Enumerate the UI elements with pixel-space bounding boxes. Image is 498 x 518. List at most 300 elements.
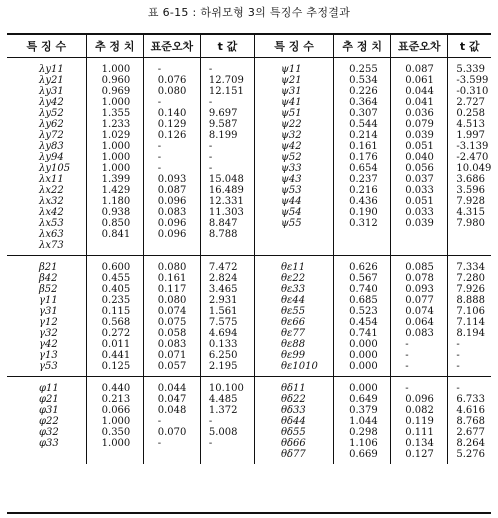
cell-parameter-left: φ11 <box>7 377 86 395</box>
cell-parameter-left: γ31 <box>7 306 86 317</box>
cell-t-value-right: 7.928 <box>456 196 485 207</box>
cell-std-error-left: 0.096 <box>143 196 200 207</box>
cell-std-error-right: 0.033 <box>391 185 448 196</box>
cell-parameter-right: ψ31 <box>254 86 333 97</box>
cell-estimate-left: 0.125 <box>86 361 143 377</box>
estimates-table-frame <box>7 33 491 514</box>
table-row <box>7 58 491 76</box>
cell-std-error-right: 0.051 <box>391 141 448 152</box>
header-estimate-right: 추 정 치 <box>334 35 391 58</box>
cell-parameter-left: λx53 <box>7 218 86 229</box>
cell-estimate-right: 0.669 <box>334 449 391 464</box>
cell-t-value-right: 10.049 <box>456 163 492 174</box>
table-row <box>7 273 491 284</box>
cell-t-value-right: -2.470 <box>456 152 489 163</box>
cell-t-value-left: 15.048 <box>200 174 254 185</box>
cell-estimate-left: 0.066 <box>86 405 143 416</box>
cell-parameter-left: λy11 <box>7 58 86 76</box>
table-row <box>7 339 491 350</box>
cell-t-value-left: 4.485 <box>200 394 254 405</box>
cell-parameter-left: φ22 <box>7 416 86 427</box>
cell-parameter-right: θε33 <box>254 284 333 295</box>
cell-parameter-left: γ42 <box>7 339 86 350</box>
cell-parameter-right: ψ32 <box>254 130 333 141</box>
table-row <box>7 295 491 306</box>
cell-parameter-right: ψ54 <box>254 207 333 218</box>
cell-estimate-right: 0.523 <box>334 306 391 317</box>
cell-estimate-left: 1.000 <box>86 58 143 76</box>
cell-std-error-left: 0.096 <box>143 229 200 240</box>
cell-std-error-right: 0.078 <box>391 273 448 284</box>
cell-parameter-right <box>254 229 333 240</box>
cell-std-error-right: 0.039 <box>391 218 448 229</box>
cell-estimate-right <box>334 229 391 240</box>
cell-t-value-right: -0.310 <box>456 86 489 97</box>
cell-parameter-right: θδ33 <box>254 405 333 416</box>
cell-t-value-left: - <box>200 152 254 163</box>
cell-estimate-left: 1.399 <box>86 174 143 185</box>
cell-parameter-right: θδ44 <box>254 416 333 427</box>
cell-std-error-left: 0.129 <box>143 119 200 130</box>
cell-t-value-right: 1.997 <box>456 130 485 141</box>
table-row <box>7 306 491 317</box>
header-std-error-left: 표준오차 <box>143 35 200 58</box>
cell-estimate-right: 0.685 <box>334 295 391 306</box>
cell-parameter-left <box>7 449 86 464</box>
cell-t-value-left: 9.697 <box>200 108 254 119</box>
cell-std-error-left: 0.048 <box>143 405 200 416</box>
table-row <box>7 185 491 196</box>
cell-t-value-right <box>448 240 491 256</box>
cell-t-value-right: - <box>456 350 460 361</box>
row-group-3 <box>7 377 491 465</box>
cell-parameter-right: θε22 <box>254 273 333 284</box>
cell-std-error-left: - <box>143 438 200 449</box>
cell-parameter-right: θε44 <box>254 295 333 306</box>
cell-parameter-right: ψ52 <box>254 152 333 163</box>
cell-std-error-right: 0.082 <box>391 405 448 416</box>
cell-estimate-left: 0.455 <box>86 273 143 284</box>
cell-t-value-left: 11.303 <box>200 207 254 218</box>
cell-estimate-right: 0.307 <box>334 108 391 119</box>
cell-std-error-right: 0.085 <box>391 256 448 274</box>
cell-parameter-right: θε88 <box>254 339 333 350</box>
cell-std-error-left: 0.161 <box>143 273 200 284</box>
cell-estimate-left: 0.938 <box>86 207 143 218</box>
cell-parameter-left: γ32 <box>7 328 86 339</box>
cell-std-error-left: 0.080 <box>143 256 200 274</box>
header-estimate-left: 추 정 치 <box>86 35 143 58</box>
cell-t-value-right: - <box>456 361 460 372</box>
table-row <box>7 377 491 395</box>
table-row <box>7 394 491 405</box>
table-row <box>7 108 491 119</box>
cell-parameter-right: θε99 <box>254 350 333 361</box>
cell-std-error-right: 0.079 <box>391 119 448 130</box>
cell-std-error-right: 0.041 <box>391 97 448 108</box>
cell-parameter-left: λy62 <box>7 119 86 130</box>
cell-parameter-right: θε55 <box>254 306 333 317</box>
cell-t-value-right: 2.727 <box>456 97 485 108</box>
cell-estimate-left: 1.429 <box>86 185 143 196</box>
cell-std-error-left: - <box>143 141 200 152</box>
cell-t-value-left: 2.195 <box>200 361 254 377</box>
cell-t-value-right: 8.264 <box>456 438 485 449</box>
cell-estimate-left: 1.180 <box>86 196 143 207</box>
cell-parameter-left: β52 <box>7 284 86 295</box>
cell-parameter-left: λx42 <box>7 207 86 218</box>
table-row <box>7 240 491 256</box>
row-group-2 <box>7 256 491 377</box>
cell-parameter-left: λy42 <box>7 97 86 108</box>
cell-t-value-right: 7.926 <box>456 284 485 295</box>
table-row <box>7 449 491 464</box>
cell-parameter-right: ψ55 <box>254 218 333 229</box>
cell-estimate-right: 0.255 <box>334 58 391 76</box>
cell-parameter-right: ψ33 <box>254 163 333 174</box>
cell-t-value-left: 5.008 <box>200 427 254 438</box>
cell-estimate-left: 1.000 <box>86 141 143 152</box>
cell-std-error-left: 0.096 <box>143 218 200 229</box>
table-row <box>7 317 491 328</box>
cell-t-value-left: 2.931 <box>200 295 254 306</box>
cell-t-value-right: 8.888 <box>456 295 485 306</box>
table-row <box>7 75 491 86</box>
table-caption: 표 6-15 : 하위모형 3의 특징수 추정결과 <box>147 6 351 19</box>
cell-parameter-left: γ12 <box>7 317 86 328</box>
cell-std-error-right: 0.051 <box>391 196 448 207</box>
cell-parameter-right <box>254 240 333 256</box>
cell-estimate-right: 0.226 <box>334 86 391 97</box>
table-row <box>7 174 491 185</box>
cell-estimate-left: 0.115 <box>86 306 143 317</box>
cell-t-value-left: - <box>200 97 254 108</box>
cell-estimate-right: 0.216 <box>334 185 391 196</box>
table-row <box>7 361 491 377</box>
cell-t-value-left: 0.133 <box>200 339 254 350</box>
cell-std-error-left: - <box>143 163 200 174</box>
cell-parameter-left: λy52 <box>7 108 86 119</box>
cell-std-error-left: 0.076 <box>143 75 200 86</box>
cell-estimate-right: 0.298 <box>334 427 391 438</box>
cell-estimate-right: 0.000 <box>334 361 391 377</box>
cell-t-value-right: 8.768 <box>456 416 485 427</box>
cell-t-value-left: 1.372 <box>200 405 254 416</box>
cell-estimate-left: 0.600 <box>86 256 143 274</box>
cell-parameter-left: λx73 <box>7 240 86 256</box>
cell-estimate-right: 0.214 <box>334 130 391 141</box>
cell-estimate-right: 0.000 <box>334 339 391 350</box>
cell-parameter-right: θε1010 <box>254 361 333 377</box>
table-row <box>7 284 491 295</box>
cell-t-value-left: 2.824 <box>200 273 254 284</box>
cell-parameter-left: φ33 <box>7 438 86 449</box>
cell-std-error-left: 0.083 <box>143 339 200 350</box>
cell-std-error-right: 0.077 <box>391 295 448 306</box>
cell-std-error-left: 0.087 <box>143 185 200 196</box>
cell-std-error-right: 0.074 <box>391 306 448 317</box>
cell-std-error-right: 0.044 <box>391 86 448 97</box>
table-row <box>7 328 491 339</box>
table-row <box>7 438 491 449</box>
cell-std-error-right: - <box>391 350 448 361</box>
cell-std-error-left: 0.075 <box>143 317 200 328</box>
cell-t-value-right: 6.733 <box>456 394 485 405</box>
cell-parameter-right: θδ22 <box>254 394 333 405</box>
cell-t-value-right: 7.114 <box>456 317 485 328</box>
table-row <box>7 97 491 108</box>
cell-parameter-right: θε77 <box>254 328 333 339</box>
cell-estimate-left: 1.000 <box>86 163 143 174</box>
cell-estimate-left: 1.000 <box>86 438 143 449</box>
cell-estimate-left: 1.000 <box>86 97 143 108</box>
cell-estimate-left: 0.841 <box>86 229 143 240</box>
cell-parameter-left: λx22 <box>7 185 86 196</box>
table-row <box>7 405 491 416</box>
cell-std-error-right: 0.096 <box>391 394 448 405</box>
cell-t-value-right: 3.686 <box>456 174 485 185</box>
cell-t-value-left: 8.199 <box>200 130 254 141</box>
cell-parameter-left: λy94 <box>7 152 86 163</box>
cell-estimate-right: 0.000 <box>334 350 391 361</box>
cell-t-value-right: 7.106 <box>456 306 485 317</box>
cell-std-error-right: 0.127 <box>391 449 448 464</box>
table-row <box>7 350 491 361</box>
cell-t-value-left: 4.694 <box>200 328 254 339</box>
cell-std-error-left: 0.083 <box>143 207 200 218</box>
cell-estimate-left: 0.568 <box>86 317 143 328</box>
cell-parameter-right: θδ77 <box>254 449 333 464</box>
cell-estimate-right <box>334 240 391 256</box>
cell-estimate-left: 0.969 <box>86 86 143 97</box>
cell-std-error-right: 0.134 <box>391 438 448 449</box>
cell-estimate-left: 0.272 <box>86 328 143 339</box>
cell-estimate-right: 0.626 <box>334 256 391 274</box>
cell-std-error-right: - <box>391 377 448 395</box>
cell-t-value-left: 12.331 <box>200 196 254 207</box>
cell-std-error-right: 0.064 <box>391 317 448 328</box>
cell-parameter-left: λy83 <box>7 141 86 152</box>
cell-parameter-right: ψ21 <box>254 75 333 86</box>
cell-estimate-right: 0.649 <box>334 394 391 405</box>
cell-estimate-left: 0.405 <box>86 284 143 295</box>
cell-estimate-left: 0.441 <box>86 350 143 361</box>
cell-std-error-left: 0.126 <box>143 130 200 141</box>
cell-std-error-right: 0.119 <box>391 416 448 427</box>
cell-estimate-left: 0.011 <box>86 339 143 350</box>
cell-std-error-right: 0.087 <box>391 58 448 76</box>
cell-std-error-left: 0.047 <box>143 394 200 405</box>
cell-parameter-right: ψ43 <box>254 174 333 185</box>
cell-parameter-right: ψ41 <box>254 97 333 108</box>
cell-std-error-left: 0.080 <box>143 86 200 97</box>
cell-t-value-left: 9.587 <box>200 119 254 130</box>
cell-parameter-right: θε66 <box>254 317 333 328</box>
cell-estimate-left: 0.850 <box>86 218 143 229</box>
cell-std-error-right <box>391 229 448 240</box>
cell-std-error-left: - <box>143 416 200 427</box>
cell-estimate-right: 0.454 <box>334 317 391 328</box>
cell-std-error-left: 0.074 <box>143 306 200 317</box>
cell-estimate-right: 0.567 <box>334 273 391 284</box>
cell-parameter-left: β42 <box>7 273 86 284</box>
cell-parameter-left: λx63 <box>7 229 86 240</box>
cell-parameter-right: θδ55 <box>254 427 333 438</box>
cell-t-value-left: 16.489 <box>200 185 254 196</box>
cell-std-error-right: 0.061 <box>391 75 448 86</box>
cell-parameter-right: ψ11 <box>254 58 333 76</box>
cell-t-value-left <box>200 240 254 256</box>
cell-t-value-right: -3.599 <box>456 75 489 86</box>
cell-std-error-right: 0.037 <box>391 174 448 185</box>
cell-std-error-left: 0.070 <box>143 427 200 438</box>
cell-std-error-right: 0.040 <box>391 152 448 163</box>
cell-estimate-right: 0.312 <box>334 218 391 229</box>
table-row <box>7 229 491 240</box>
cell-std-error-left <box>143 240 200 256</box>
cell-t-value-left: 3.465 <box>200 284 254 295</box>
cell-t-value-left: 7.472 <box>200 256 254 274</box>
cell-std-error-right: - <box>391 339 448 350</box>
cell-t-value-right: 8.194 <box>456 328 485 339</box>
table-row <box>7 416 491 427</box>
cell-parameter-right: θδ66 <box>254 438 333 449</box>
cell-t-value-left: - <box>200 58 254 76</box>
cell-estimate-left: 1.355 <box>86 108 143 119</box>
cell-parameter-left: γ53 <box>7 361 86 377</box>
cell-estimate-right: 1.044 <box>334 416 391 427</box>
cell-parameter-right: ψ22 <box>254 119 333 130</box>
table-row <box>7 218 491 229</box>
cell-t-value-left: 12.151 <box>200 86 254 97</box>
cell-estimate-left: 1.000 <box>86 152 143 163</box>
cell-std-error-left: 0.058 <box>143 328 200 339</box>
estimates-table <box>7 35 491 464</box>
cell-estimate-left: 0.213 <box>86 394 143 405</box>
table-row <box>7 119 491 130</box>
cell-std-error-left: 0.071 <box>143 350 200 361</box>
cell-estimate-left: 0.235 <box>86 295 143 306</box>
table-row <box>7 141 491 152</box>
cell-estimate-left <box>86 449 143 464</box>
table-row <box>7 427 491 438</box>
cell-estimate-left: 1.000 <box>86 416 143 427</box>
cell-t-value-left: 6.250 <box>200 350 254 361</box>
cell-std-error-left: 0.140 <box>143 108 200 119</box>
header-parameter-left: 특 징 수 <box>7 35 86 58</box>
cell-std-error-right: 0.033 <box>391 207 448 218</box>
cell-estimate-right: 0.161 <box>334 141 391 152</box>
cell-t-value-right: 5.339 <box>456 64 485 75</box>
cell-estimate-right: 0.534 <box>334 75 391 86</box>
cell-parameter-left: λx11 <box>7 174 86 185</box>
cell-std-error-left: 0.044 <box>143 377 200 395</box>
cell-estimate-left: 0.440 <box>86 377 143 395</box>
cell-estimate-right: 0.237 <box>334 174 391 185</box>
row-group-1 <box>7 58 491 256</box>
cell-t-value-left: 7.575 <box>200 317 254 328</box>
cell-parameter-left: φ31 <box>7 405 86 416</box>
cell-parameter-left: γ11 <box>7 295 86 306</box>
cell-parameter-left: λy72 <box>7 130 86 141</box>
cell-estimate-right: 0.176 <box>334 152 391 163</box>
cell-std-error-right: 0.111 <box>391 427 448 438</box>
cell-t-value-left: 10.100 <box>200 377 254 395</box>
cell-estimate-right: 0.544 <box>334 119 391 130</box>
cell-t-value-right: 4.513 <box>456 119 485 130</box>
cell-t-value-right: - <box>456 339 460 350</box>
cell-parameter-left: γ13 <box>7 350 86 361</box>
cell-t-value-left <box>200 449 254 464</box>
cell-std-error-left: 0.093 <box>143 174 200 185</box>
cell-estimate-right: 0.740 <box>334 284 391 295</box>
cell-parameter-left: λy31 <box>7 86 86 97</box>
cell-t-value-left: - <box>200 141 254 152</box>
cell-std-error-left: 0.057 <box>143 361 200 377</box>
cell-t-value-left: 1.561 <box>200 306 254 317</box>
cell-estimate-right: 0.364 <box>334 97 391 108</box>
cell-std-error-left: 0.117 <box>143 284 200 295</box>
cell-std-error-left <box>143 449 200 464</box>
cell-parameter-right: ψ42 <box>254 141 333 152</box>
cell-estimate-left: 1.233 <box>86 119 143 130</box>
cell-std-error-right: 0.083 <box>391 328 448 339</box>
cell-std-error-right: - <box>391 361 448 377</box>
cell-estimate-right: 0.436 <box>334 196 391 207</box>
header-t-value-right: t 값 <box>448 35 491 58</box>
table-row <box>7 196 491 207</box>
cell-std-error-right: 0.093 <box>391 284 448 295</box>
header-std-error-right: 표준오차 <box>391 35 448 58</box>
cell-t-value-right <box>448 229 491 240</box>
cell-estimate-left: 1.029 <box>86 130 143 141</box>
cell-estimate-right: 0.741 <box>334 328 391 339</box>
cell-t-value-right: - <box>448 377 491 395</box>
table-row <box>7 130 491 141</box>
cell-parameter-left: λy21 <box>7 75 86 86</box>
cell-parameter-right: ψ51 <box>254 108 333 119</box>
cell-t-value-left: 8.847 <box>200 218 254 229</box>
cell-parameter-right: ψ53 <box>254 185 333 196</box>
cell-estimate-right: 0.379 <box>334 405 391 416</box>
cell-t-value-left: 12.709 <box>200 75 254 86</box>
cell-parameter-left: φ32 <box>7 427 86 438</box>
header-t-value-left: t 값 <box>200 35 254 58</box>
cell-std-error-right <box>391 240 448 256</box>
cell-std-error-right: 0.039 <box>391 130 448 141</box>
cell-parameter-left: λy105 <box>7 163 86 174</box>
cell-parameter-left: φ21 <box>7 394 86 405</box>
cell-std-error-left: - <box>143 97 200 108</box>
cell-t-value-left: - <box>200 438 254 449</box>
cell-t-value-right: 4.315 <box>456 207 485 218</box>
cell-estimate-left: 0.350 <box>86 427 143 438</box>
cell-std-error-left: - <box>143 58 200 76</box>
cell-estimate-right: 0.000 <box>334 377 391 395</box>
cell-t-value-right: 7.334 <box>448 256 491 274</box>
header-parameter-right: 특 징 수 <box>254 35 333 58</box>
cell-estimate-left <box>86 240 143 256</box>
cell-t-value-right: 5.276 <box>456 449 485 460</box>
cell-estimate-left: 0.960 <box>86 75 143 86</box>
cell-estimate-right: 0.190 <box>334 207 391 218</box>
cell-std-error-left: - <box>143 152 200 163</box>
table-row <box>7 86 491 97</box>
cell-parameter-left: λx32 <box>7 196 86 207</box>
cell-t-value-right: 7.980 <box>456 218 485 229</box>
table-row <box>7 152 491 163</box>
cell-parameter-right: ψ44 <box>254 196 333 207</box>
